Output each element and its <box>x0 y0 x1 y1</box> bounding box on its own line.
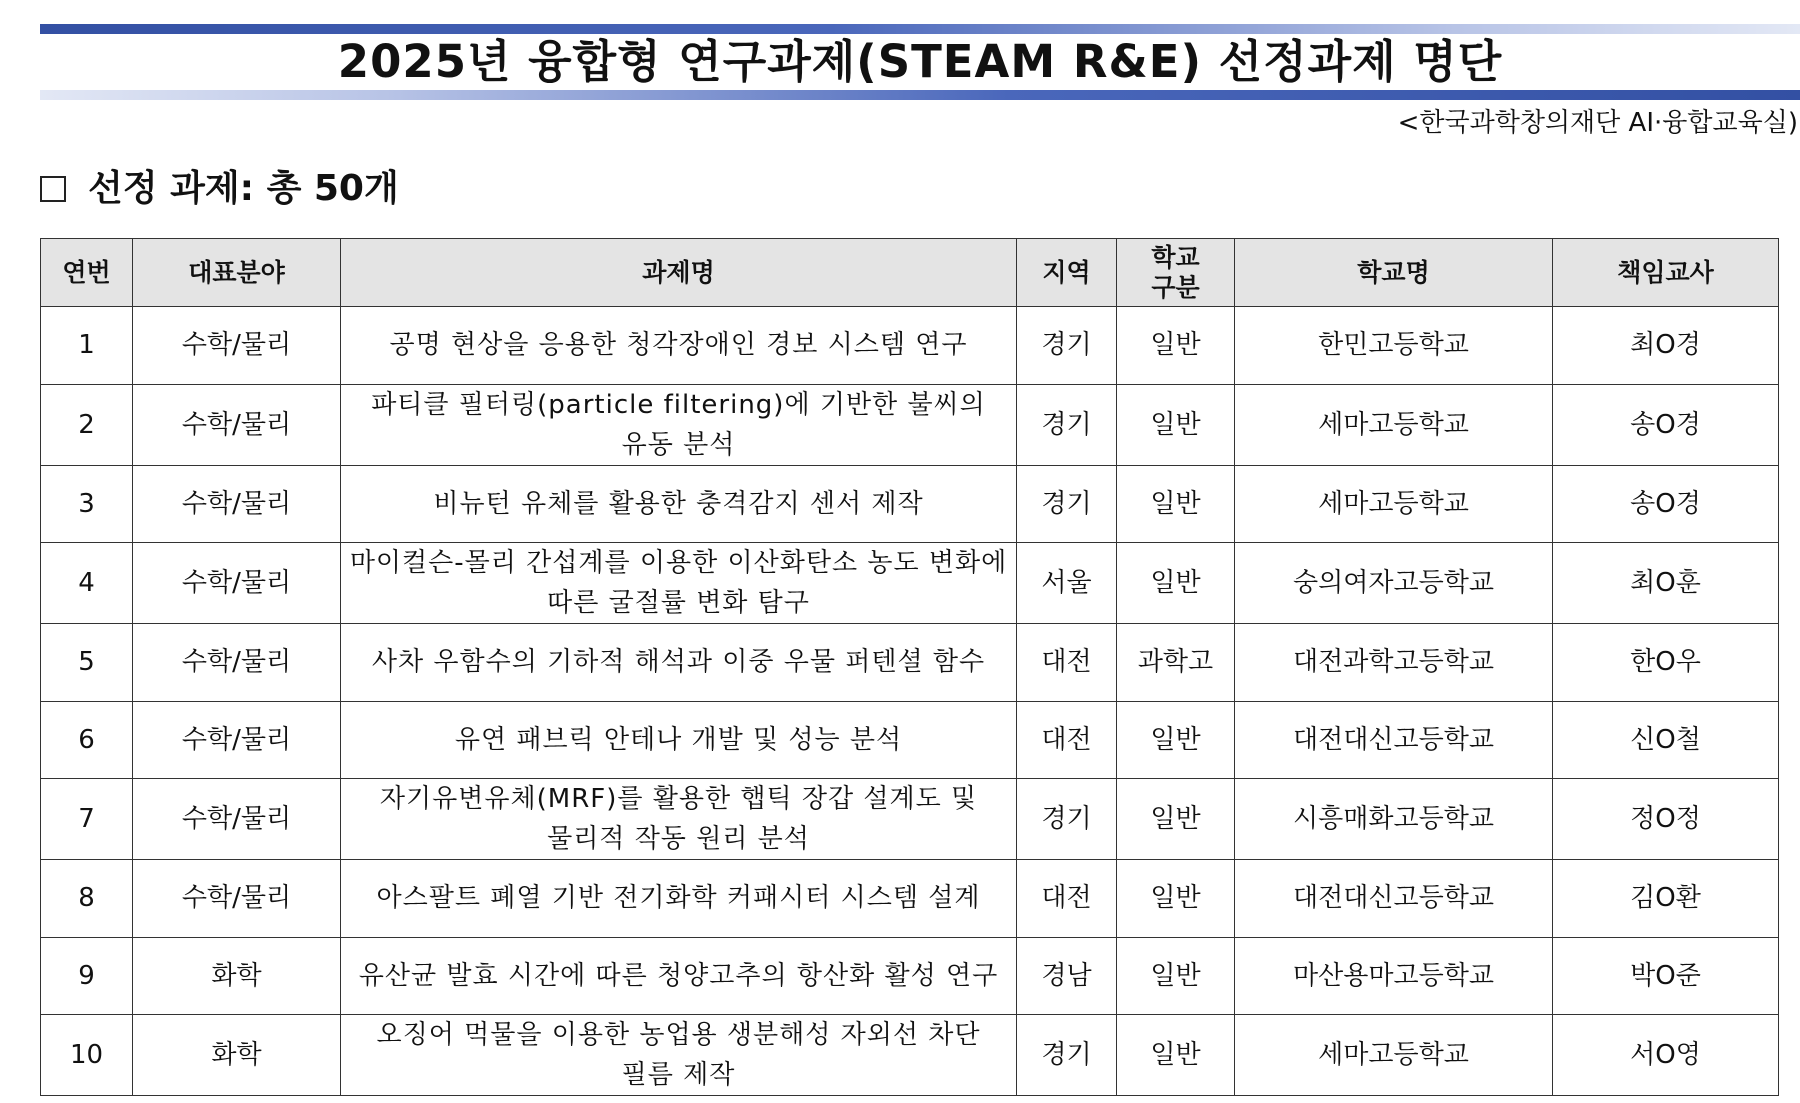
cell-school-type: 일반 <box>1117 779 1235 860</box>
cell-task: 마이컬슨-몰리 간섭계를 이용한 이산화탄소 농도 변화에 따른 굴절률 변화 탐구 <box>341 543 1017 624</box>
cell-teacher: 한O우 <box>1553 624 1779 702</box>
cell-region: 경기 <box>1017 1015 1117 1096</box>
table-row <box>41 543 1779 624</box>
cell-no: 4 <box>41 543 133 624</box>
cell-no: 5 <box>41 624 133 702</box>
header-school: 학교명 <box>1235 239 1553 307</box>
cell-task: 유연 패브릭 안테나 개발 및 성능 분석 <box>341 701 1017 779</box>
cell-task: 사차 우함수의 기하적 해석과 이중 우물 퍼텐셜 함수 <box>341 624 1017 702</box>
cell-teacher: 송O경 <box>1553 465 1779 543</box>
cell-region: 대전 <box>1017 701 1117 779</box>
cell-field: 수학/물리 <box>133 860 341 938</box>
cell-school: 시흥매화고등학교 <box>1235 779 1553 860</box>
cell-field: 수학/물리 <box>133 779 341 860</box>
cell-school-type: 일반 <box>1117 1015 1235 1096</box>
title-banner <box>40 24 1800 100</box>
cell-region: 경남 <box>1017 937 1117 1015</box>
cell-no: 6 <box>41 701 133 779</box>
cell-teacher: 박O준 <box>1553 937 1779 1015</box>
cell-task: 파티클 필터링(particle filtering)에 기반한 불씨의 유동 분석 <box>341 384 1017 465</box>
cell-school: 한민고등학교 <box>1235 307 1553 385</box>
cell-school: 대전대신고등학교 <box>1235 860 1553 938</box>
table-row <box>41 860 1779 938</box>
table-row <box>41 701 1779 779</box>
cell-field: 수학/물리 <box>133 384 341 465</box>
cell-teacher: 최O훈 <box>1553 543 1779 624</box>
cell-school: 대전대신고등학교 <box>1235 701 1553 779</box>
cell-no: 8 <box>41 860 133 938</box>
cell-task: 아스팔트 폐열 기반 전기화학 커패시터 시스템 설계 <box>341 860 1017 938</box>
cell-task: 유산균 발효 시간에 따른 청양고추의 항산화 활성 연구 <box>341 937 1017 1015</box>
cell-school-type: 일반 <box>1117 384 1235 465</box>
header-task: 과제명 <box>341 239 1017 307</box>
header-teacher: 책임교사 <box>1553 239 1779 307</box>
cell-field: 수학/물리 <box>133 307 341 385</box>
table-row <box>41 465 1779 543</box>
cell-teacher: 송O경 <box>1553 384 1779 465</box>
cell-teacher: 최O경 <box>1553 307 1779 385</box>
table-row <box>41 1015 1779 1096</box>
organization-label: <한국과학창의재단 AI·융합교육실) <box>1397 108 1798 138</box>
cell-field: 수학/물리 <box>133 543 341 624</box>
header-no: 연번 <box>41 239 133 307</box>
cell-no: 7 <box>41 779 133 860</box>
title-bottom-bar <box>40 90 1800 100</box>
cell-school: 세마고등학교 <box>1235 1015 1553 1096</box>
section-heading-text: 선정 과제: 총 50개 <box>88 168 399 209</box>
cell-school: 숭의여자고등학교 <box>1235 543 1553 624</box>
cell-task: 자기유변유체(MRF)를 활용한 햅틱 장갑 설계도 및 물리적 작동 원리 분석 <box>341 779 1017 860</box>
cell-school: 마산용마고등학교 <box>1235 937 1553 1015</box>
cell-no: 10 <box>41 1015 133 1096</box>
cell-teacher: 김O환 <box>1553 860 1779 938</box>
cell-region: 경기 <box>1017 307 1117 385</box>
cell-school-type: 일반 <box>1117 860 1235 938</box>
cell-field: 수학/물리 <box>133 701 341 779</box>
cell-field: 수학/물리 <box>133 465 341 543</box>
cell-region: 경기 <box>1017 384 1117 465</box>
cell-school-type: 일반 <box>1117 701 1235 779</box>
cell-task: 오징어 먹물을 이용한 농업용 생분해성 자외선 차단 필름 제작 <box>341 1015 1017 1096</box>
table-row <box>41 384 1779 465</box>
cell-task: 비뉴턴 유체를 활용한 충격감지 센서 제작 <box>341 465 1017 543</box>
table-header-row <box>41 239 1779 307</box>
table-row <box>41 779 1779 860</box>
cell-school: 대전과학고등학교 <box>1235 624 1553 702</box>
header-region: 지역 <box>1017 239 1117 307</box>
cell-teacher: 신O철 <box>1553 701 1779 779</box>
cell-school: 세마고등학교 <box>1235 465 1553 543</box>
cell-school-type: 일반 <box>1117 543 1235 624</box>
cell-school: 세마고등학교 <box>1235 384 1553 465</box>
cell-no: 3 <box>41 465 133 543</box>
header-school-type-line1: 학교 <box>1151 242 1200 272</box>
cell-school-type: 일반 <box>1117 307 1235 385</box>
cell-region: 대전 <box>1017 624 1117 702</box>
title-top-bar <box>40 24 1800 34</box>
table-row <box>41 937 1779 1015</box>
cell-no: 2 <box>41 384 133 465</box>
section-heading <box>40 166 399 212</box>
cell-region: 대전 <box>1017 860 1117 938</box>
cell-field: 화학 <box>133 1015 341 1096</box>
cell-region: 경기 <box>1017 779 1117 860</box>
table-row <box>41 307 1779 385</box>
cell-region: 서울 <box>1017 543 1117 624</box>
header-school-type <box>1117 239 1235 307</box>
cell-region: 경기 <box>1017 465 1117 543</box>
selection-table <box>40 238 1779 1096</box>
cell-teacher: 서O영 <box>1553 1015 1779 1096</box>
square-bullet-icon <box>40 176 66 202</box>
cell-school-type: 일반 <box>1117 465 1235 543</box>
cell-school-type: 일반 <box>1117 937 1235 1015</box>
cell-no: 1 <box>41 307 133 385</box>
header-school-type-line2: 구분 <box>1151 272 1200 302</box>
table-row <box>41 624 1779 702</box>
cell-field: 화학 <box>133 937 341 1015</box>
cell-task: 공명 현상을 응용한 청각장애인 경보 시스템 연구 <box>341 307 1017 385</box>
header-field: 대표분야 <box>133 239 341 307</box>
document-title: 2025년 융합형 연구과제(STEAM R&E) 선정과제 명단 <box>337 35 1503 88</box>
cell-no: 9 <box>41 937 133 1015</box>
cell-teacher: 정O정 <box>1553 779 1779 860</box>
cell-school-type: 과학고 <box>1117 624 1235 702</box>
cell-field: 수학/물리 <box>133 624 341 702</box>
